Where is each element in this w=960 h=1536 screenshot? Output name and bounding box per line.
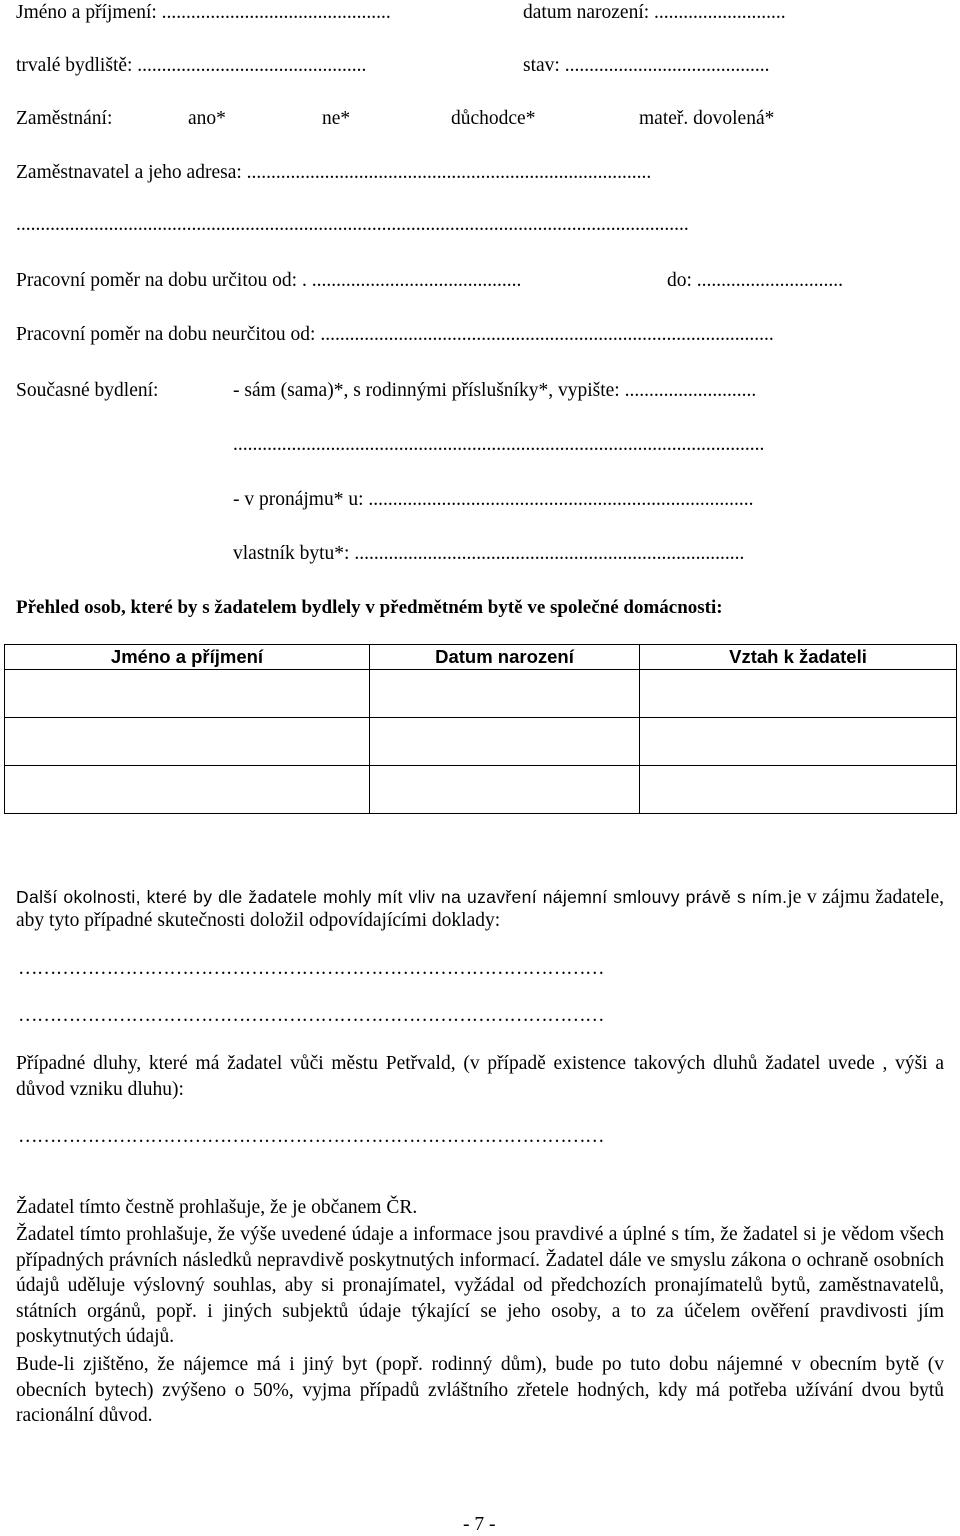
birth-date-field[interactable]: datum narození: ........................... [523, 2, 786, 23]
housing-rent-field[interactable]: - v pronájmu* u: ............................................................................... [233, 489, 754, 510]
table-cell-relation[interactable] [640, 766, 957, 814]
table-row [5, 718, 957, 766]
table-cell-birth-date[interactable] [370, 670, 640, 718]
column-header-birth-date: Datum narození [370, 645, 640, 670]
fixed-term-from-field[interactable]: Pracovní poměr na dobu určitou od: . ........................................... [16, 270, 522, 291]
table-row [5, 670, 957, 718]
debts-text: Případné dluhy, které má žadatel vůči městu Petřvald, (v případě existence takových dluhů žadatel uvede , výši a důvod vzniku dluhu): [16, 1053, 944, 1100]
table-cell-relation[interactable] [640, 670, 957, 718]
marital-status-field[interactable]: stav: .......................................... [523, 55, 770, 76]
truthfulness-declaration: Žadatel tímto prohlašuje, že výše uvedené údaje a informace jsou pravdivé a úplné s tím, že žadatel si je vědom všech případných právních následků nepravdivě poskytnutých informací. Žadatel dále ve smyslu zákona o ochraně osobních údajů uděluje výslovný souhlas, aby si pronajímatel, vyžádal od předchozích pronajímatelů bytů, zaměstnavatelů, státních orgánů, popř. i jiných subjektů údaje týkající se jeho osoby, a to za účelem ověření pravdivosti jím poskytnutých údajů. [16, 1224, 944, 1348]
page-number: - 7 - [463, 1514, 496, 1535]
employment-option-maternity[interactable]: mateř. dovolená* [639, 108, 775, 129]
employment-option-yes[interactable]: ano* [188, 108, 226, 129]
flat-owner-field[interactable]: vlastník bytu*: ................................................................................ [233, 543, 745, 564]
other-flat-declaration: Bude-li zjištěno, že nájemce má i jiný byt (popř. rodinný dům), bude po tuto dobu nájemné v obecním bytě (v obecních bytech) zvýšeno o 50%, vyjma případů zvláštního zřetele hodných, kdy má potřeba užívání dvou bytů racionální důvod. [16, 1354, 944, 1427]
employer-field-line2[interactable]: .......................................................................................................................................... [16, 214, 689, 235]
table-cell-name[interactable] [5, 670, 370, 718]
column-header-relation: Vztah k žadateli [640, 645, 957, 670]
housing-label: Současné bydlení: [16, 380, 159, 401]
employment-option-no[interactable]: ne* [322, 108, 351, 129]
household-heading: Přehled osob, které by s žadatelem bydlely v předmětném bytě ve společné domácnosti: [16, 597, 723, 618]
circumstances-text-sans: Další okolnosti, které by dle žadatele mohly mít vliv na uzavření nájemní smlouvy právě s ním. [16, 887, 788, 907]
table-cell-relation[interactable] [640, 718, 957, 766]
employment-option-retired[interactable]: důchodce* [451, 108, 536, 129]
circumstances-line-1[interactable]: ………………………………………………………………………………… [18, 958, 604, 979]
citizenship-declaration: Žadatel tímto čestně prohlašuje, že je občanem ČR. [16, 1197, 418, 1218]
employer-field[interactable]: Zaměstnavatel a jeho adresa: ................................................................................... [16, 162, 652, 183]
table-cell-name[interactable] [5, 718, 370, 766]
debts-line-1[interactable]: ………………………………………………………………………………… [18, 1126, 604, 1147]
table-header-row [5, 645, 957, 670]
circumstances-line-2[interactable]: ………………………………………………………………………………… [18, 1005, 604, 1026]
table-cell-birth-date[interactable] [370, 766, 640, 814]
circumstances-text [16, 886, 944, 932]
fixed-term-to-field[interactable]: do: .............................. [667, 270, 844, 291]
indefinite-term-field[interactable]: Pracovní poměr na dobu neurčitou od: ............................................................................................. [16, 324, 774, 345]
housing-with-family-line2[interactable]: ............................................................................................................. [233, 434, 765, 455]
column-header-name: Jméno a příjmení [5, 645, 370, 670]
permanent-address-field[interactable]: trvalé bydliště: ............................................... [16, 55, 367, 76]
table-cell-name[interactable] [5, 766, 370, 814]
household-table [4, 644, 957, 814]
housing-with-family-field[interactable]: - sám (sama)*, s rodinnými příslušníky*, vypište: ........................... [233, 380, 757, 401]
table-cell-birth-date[interactable] [370, 718, 640, 766]
employment-label: Zaměstnání: [16, 108, 113, 129]
circumstances-text-serif: je v zájmu žadatele, aby tyto případné skutečnosti doložil odpovídajícími doklady: [16, 887, 944, 931]
name-field[interactable]: Jméno a příjmení: ............................................... [16, 2, 391, 23]
table-row [5, 766, 957, 814]
